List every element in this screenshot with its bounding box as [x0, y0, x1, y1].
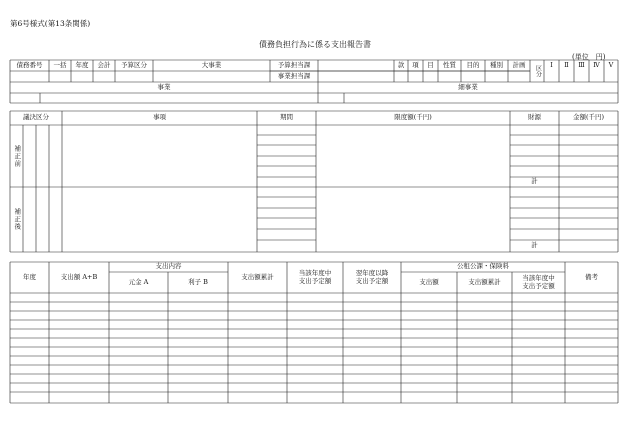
unit-label: (単位 円): [572, 53, 606, 61]
header-debt-number: 債務番号: [16, 60, 43, 69]
header-roman-3: Ⅲ: [578, 60, 585, 69]
header-pc-payment: 支出額: [419, 277, 439, 286]
header-category: 区分: [534, 65, 542, 77]
label-total-before: 計: [531, 177, 538, 186]
header-budget-class: 予算区分: [121, 60, 147, 69]
header-matter: 事項: [153, 113, 166, 122]
header-nature: 性質: [443, 60, 456, 69]
header-roman-1: Ⅰ: [550, 60, 553, 69]
label-after-revision: 補正後: [13, 208, 22, 231]
header-pc-current-year: 当該年度中 支出予定額: [522, 274, 555, 290]
label-before-revision: 補正前: [13, 144, 22, 168]
header-bulk: 一括: [53, 60, 67, 69]
header-kan: 款: [397, 60, 405, 69]
page-title: 債務負担行為に係る支出報告書: [259, 40, 371, 49]
header-next-year-plan: 翌年度以降 支出予定額: [355, 269, 389, 285]
header-roman-2: Ⅱ: [564, 60, 569, 69]
header-purpose: 目的: [466, 60, 480, 69]
label-total-after: 計: [531, 241, 538, 250]
header-project-dept: 事業担当課: [277, 71, 311, 80]
header-kou: 項: [412, 60, 419, 69]
header-roman-5: Ⅴ: [608, 60, 614, 69]
header-year: 年度: [23, 272, 36, 281]
header-project: 事業: [157, 82, 171, 91]
header-limit-amount: 限度額(千円): [394, 113, 432, 122]
header-funding-source: 財源: [528, 113, 541, 122]
header-budget-dept: 予算担当課: [277, 60, 311, 69]
header-type: 種別: [490, 60, 503, 69]
header-current-year-plan: 当該年度中 支出予定額: [298, 269, 332, 285]
header-resolution-class: 議決区分: [23, 113, 49, 122]
header-account: 会計: [97, 60, 111, 69]
header-pc-cumulative: 支出額累計: [468, 277, 501, 286]
header-principal: 元金 A: [128, 277, 149, 286]
header-sub-project: 細事業: [458, 82, 478, 91]
header-payment-ab: 支出額 A+B: [60, 272, 98, 281]
header-amount: 金額(千円): [572, 113, 605, 122]
header-roman-4: Ⅳ: [593, 60, 600, 69]
header-major-project: 大事業: [201, 60, 222, 69]
header-interest: 利子 B: [188, 277, 208, 286]
header-plan: 計画: [512, 60, 526, 69]
form-number: 第6号様式(第13条関係): [10, 19, 91, 28]
header-payment-content: 支出内容: [155, 262, 182, 271]
header-period: 期間: [280, 113, 293, 122]
header-moku: 目: [427, 60, 434, 69]
header-public-charges: 公租公課・保険料: [457, 262, 509, 271]
header-fiscal-year: 年度: [75, 60, 89, 69]
header-cumulative: 支出額累計: [241, 272, 274, 281]
header-remarks: 備考: [585, 272, 598, 281]
